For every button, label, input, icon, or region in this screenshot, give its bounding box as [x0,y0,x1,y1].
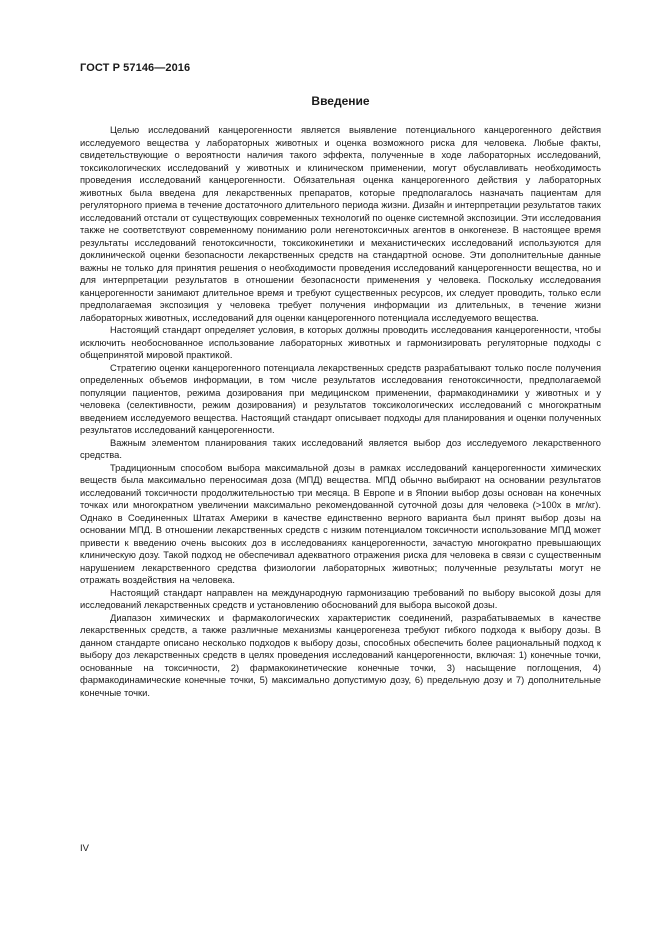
paragraph: Важным элементом планирования таких исследований является выбор доз исследуемого лекарственного средства. [80,437,601,460]
page-number: IV [80,843,89,854]
paragraph: Настоящий стандарт направлен на международную гармонизацию требований по выбору высокой дозы для исследований лекарственных средств и установлению обоснований для выбора высокой дозы. [80,587,601,610]
section-title: Введение [311,94,370,108]
standard-designation: ГОСТ Р 57146—2016 [80,62,191,74]
body-text [80,124,601,699]
paragraph: Стратегию оценки канцерогенного потенциала лекарственных средств разрабатывают только после получения определенных объемов информации, в том числе результатов исследования генотоксичности, предполагаемой популяции пациентов, режима дозирования при медицинском применении, фармакодинамики у животных и у человека (селективности, режим дозирования) и результатов токсикологических исследований с многократным введением исследуемого вещества. Настоящий стандарт описывает подходы для планирования и оценки полученных результатов исследований канцерогенности. [80,362,601,435]
paragraph: Целью исследований канцерогенности является выявление потенциального канцерогенного действия исследуемого вещества у лабораторных животных и оценка возможного риска для человека. Любые факты, свидетельствующие о вероятности наличия такого эффекта, полученные в ходе лабораторных исследований, токсикологических исследований у животных и клиническом применении, могут обуславливать необходимость проведения исследований канцерогенности. Обязательная оценка канцерогенного действия у лабораторных животных была введена для лекарственных препаратов, которые предполагалось назначать пациентам для регуляторного приема в течение достаточного длительного периода жизни. Дизайн и интерпретации результатов таких исследований отстали от существующих современных технологий по оценке системной экспозиции. Эти исследования также не соответствуют современному пониманию роли негенотоксичных агентов в онкогенезе. В настоящее время результаты исследований генотоксичности, токсикокинетики и механистических исследований используются для доклинической оценки безопасности лекарственных средств на стандартной основе. Эти дополнительные данные важны не только для принятия решения о необходимости проведения исследований канцерогенности вещества, но и для интерпретации результатов в отношении безопасности применения у человека. Поскольку исследования канцерогенности занимают длительное время и требуют существенных ресурсов, их следует проводить, только если предполагаемая экспозиция у человека требует получения информации из длительных, в течение жизни лабораторных животных, исследований для оценки канцерогенного потенциала исследуемого вещества. [80,125,601,323]
paragraph: Диапазон химических и фармакологических характеристик соединений, разрабатываемых в качестве лекарственных средств, а также различные механизмы канцерогенеза требуют гибкого подхода к выбору дозы. В данном стандарте описано несколько подходов к выбору дозы, способных обеспечить более рациональный подход к выбору доз лекарственных средств в целях проведения исследований канцерогенности, включая: 1) конечные точки, основанные на токсичности, 2) фармакокинетические конечные точки, 3) насыщение поглощения, 4) фармакодинамические конечные точки, 5) максимально допустимую дозу, 6) предельную дозу и 7) дополнительные конечные точки. [80,612,601,698]
paragraph: Традиционным способом выбора максимальной дозы в рамках исследований канцерогенности химических веществ была максимально переносимая доза (МПД) вещества. МПД обычно выбирают на основании результатов исследований токсичности продолжительностью три месяца. В Европе и в Японии выбор дозы основан на конечных точках или многократном увеличении максимально рекомендованной суточной дозы для человека (>100х в мг/кг). Однако в Соединенных Штатах Америки в качестве единственно верного варианта был принят выбор дозы на основании МПД. В отношении лекарственных средств с низким потенциалом токсичности использование МПД может привести к введению очень высоких доз в исследованиях канцерогенности, зачастую многократно превышающих клиническую дозу. Такой подход не обеспечивал адекватного отражения риска для человека в связи с существенным нарушением лекарственного средства физиологии лабораторных животных; полученные результаты могут не отражать воздействия на человека. [80,462,601,585]
paragraph: Настоящий стандарт определяет условия, в которых должны проводить исследования канцерогенности, чтобы исключить необоснованное использование лабораторных животных и гармонизировать регуляторные подходы с общепринятой мировой практикой. [80,325,601,360]
